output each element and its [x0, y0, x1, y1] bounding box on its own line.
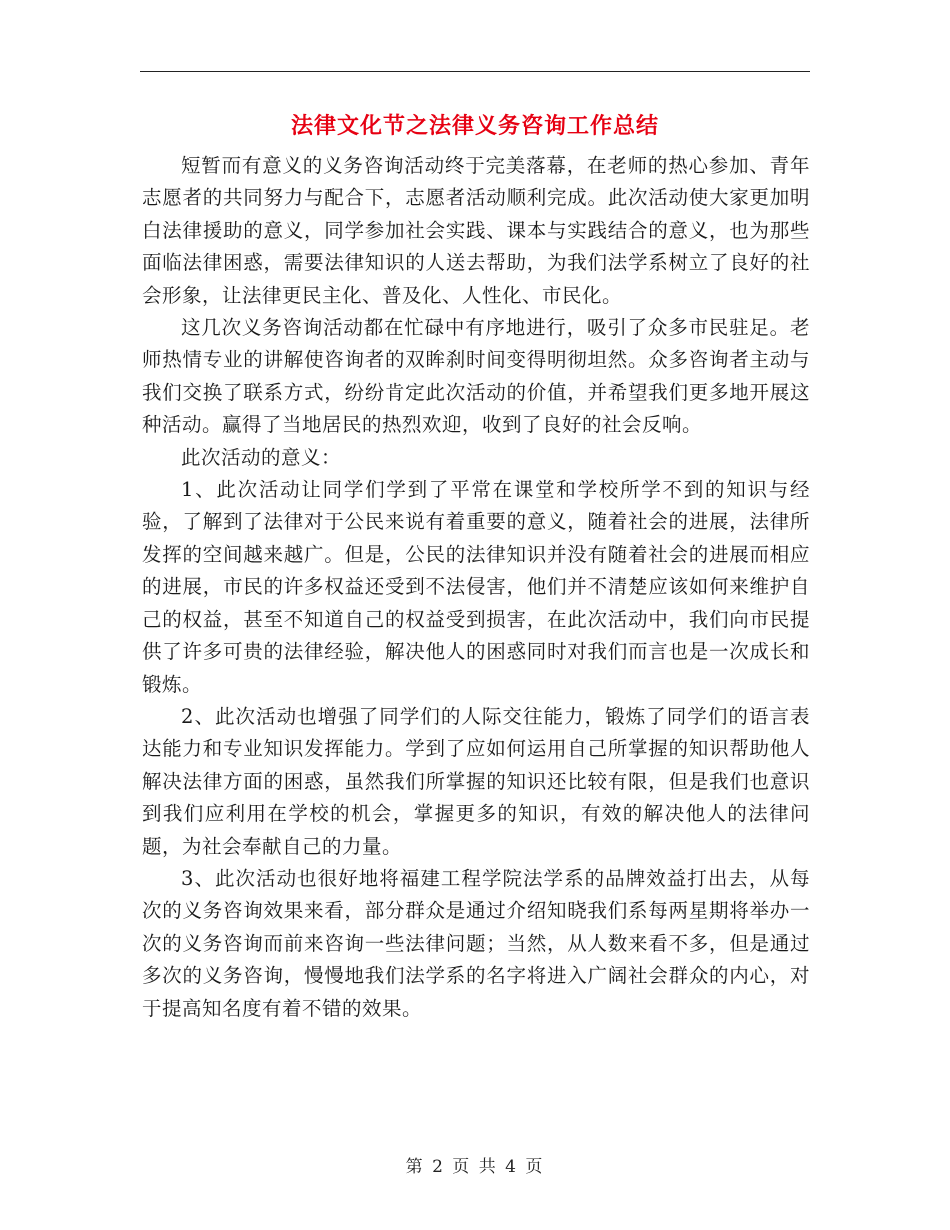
- paragraph-intro: 短暂而有意义的义务咨询活动终于完美落幕，在老师的热心参加、青年志愿者的共同努力与配合下，志愿者活动顺利完成。此次活动使大家更加明白法律援助的意义，同学参加社会实践、课本与实践结合的意义，也为那些面临法律困惑，需要法律知识的人送去帮助，为我们法学系树立了良好的社会形象，让法律更民主化、普及化、人性化、市民化。: [142, 154, 810, 307]
- paragraph-point-3: 3、此次活动也很好地将福建工程学院法学系的品牌效益打出去，从每次的义务咨询效果来看，部分群众是通过介绍知晓我们系每两星期将举办一次的义务咨询而前来咨询一些法律问题；当然，从人数来看不多，但是通过多次的义务咨询，慢慢地我们法学系的名字将进入广阔社会群众的内心，对于提高知名度有着不错的效果。: [142, 866, 810, 1020]
- page-number-footer: 第 2 页 共 4 页: [405, 1157, 545, 1177]
- header-rule: [140, 71, 810, 72]
- paragraph-significance-heading: 此次活动的意义：: [181, 445, 342, 469]
- document-title: 法律文化节之法律义务咨询工作总结: [290, 113, 659, 139]
- document-body: [142, 150, 810, 1025]
- paragraph-activity-summary: 这几次义务咨询活动都在忙碌中有序地进行，吸引了众多市民驻足。老师热情专业的讲解使咨询者的双眸刹时间变得明彻坦然。众多咨询者主动与我们交换了联系方式，纷纷肯定此次活动的价值，并希望我们更多地开展这种活动。赢得了当地居民的热烈欢迎，收到了良好的社会反响。: [142, 316, 810, 437]
- paragraph-point-1: 1、此次活动让同学们学到了平常在课堂和学校所学不到的知识与经验，了解到了法律对于公民来说有着重要的意义，随着社会的进展，法律所发挥的空间越来越广。但是，公民的法律知识并没有随着社会的进展而相应的进展，市民的许多权益还受到不法侵害，他们并不清楚应该如何来维护自己的权益，甚至不知道自己的权益受到损害，在此次活动中，我们向市民提供了许多可贵的法律经验，解决他人的困惑同时对我们而言也是一次成长和锻炼。: [142, 478, 810, 696]
- paragraph-point-2: 2、此次活动也增强了同学们的人际交往能力，锻炼了同学们的语言表达能力和专业知识发挥能力。学到了应如何运用自己所掌握的知识帮助他人解决法律方面的困惑，虽然我们所掌握的知识还比较有限，但是我们也意识到我们应利用在学校的机会，掌握更多的知识，有效的解决他人的法律问题，为社会奉献自己的力量。: [142, 704, 810, 858]
